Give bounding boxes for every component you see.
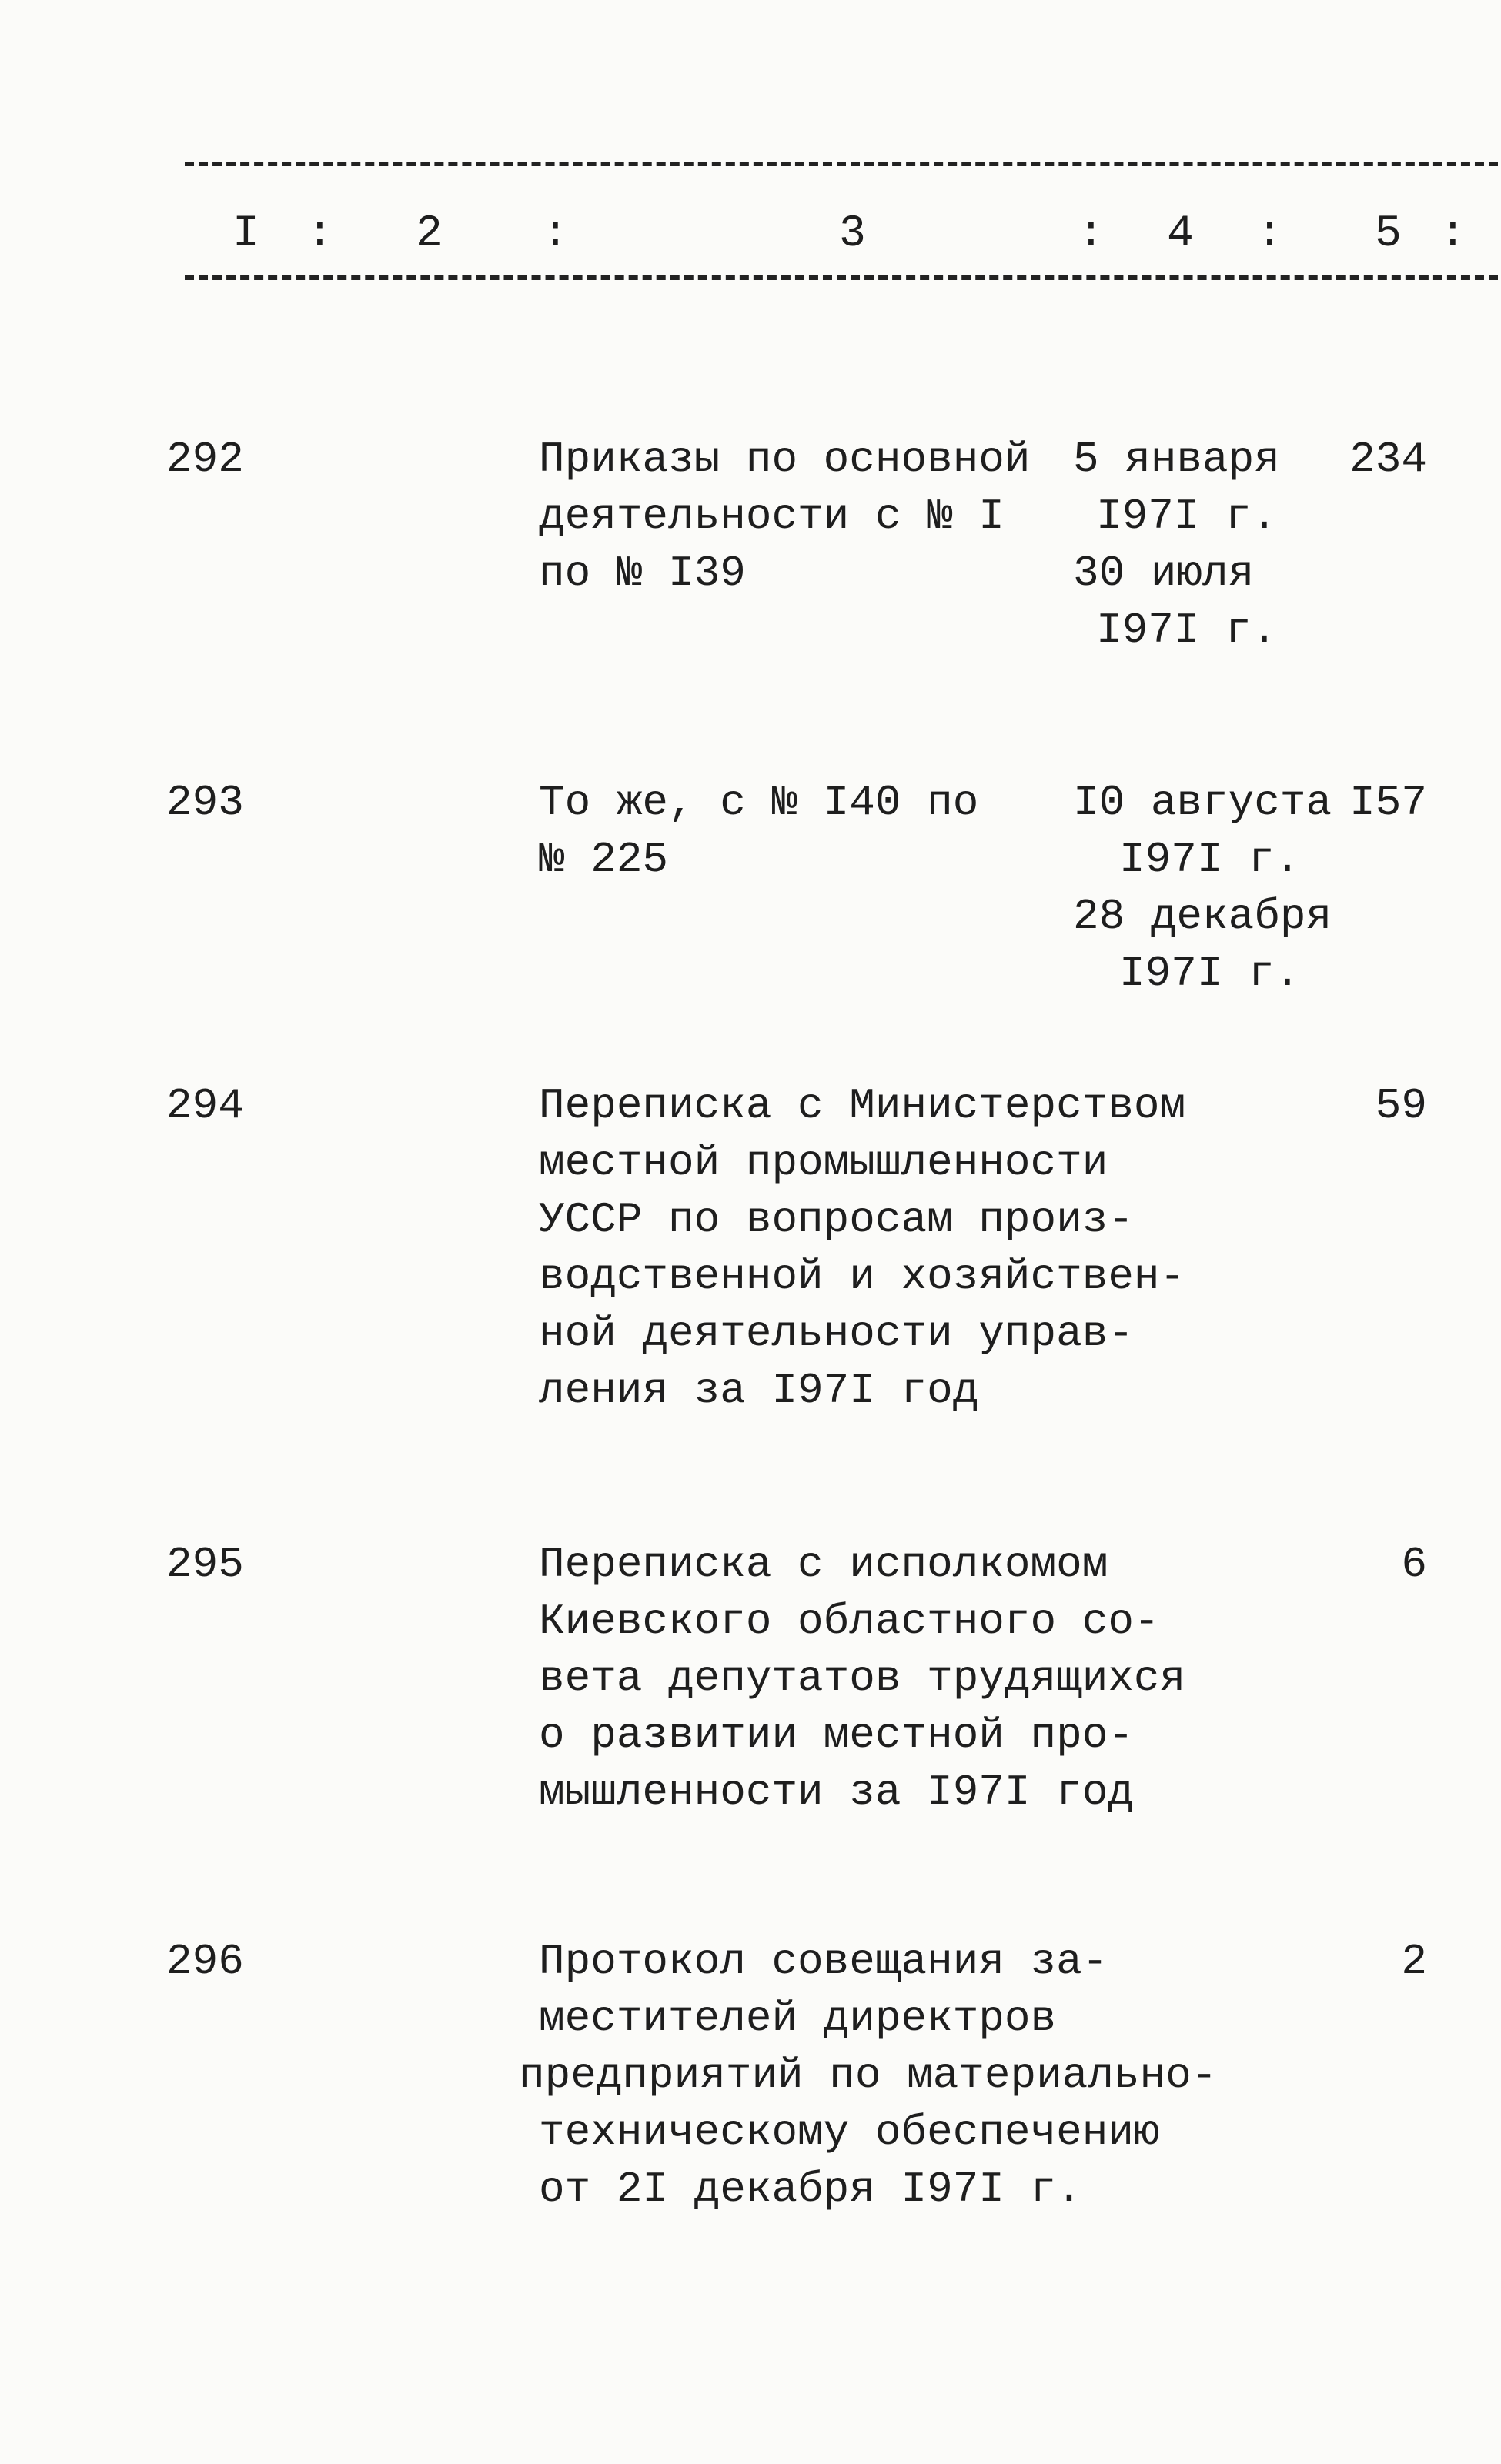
description-line: деятельности с № I	[539, 492, 1005, 541]
header-sep-3: :	[1078, 209, 1105, 259]
entry-number: 293	[166, 778, 244, 827]
entry-number: 295	[166, 1540, 244, 1589]
description-line: Протокол совещания за-	[539, 1937, 1108, 1986]
header-top-rule	[185, 162, 1498, 166]
entry-count: 2	[1401, 1937, 1427, 1986]
date-line: 28 декабря	[1073, 892, 1332, 941]
entry-number: 296	[166, 1937, 244, 1986]
entry-dates	[1073, 431, 1396, 659]
date-line: I97I г.	[1119, 835, 1301, 884]
description-line: по № I39	[539, 549, 746, 598]
description-line: УССР по вопросам произ-	[539, 1195, 1134, 1244]
entry-count: I57	[1349, 778, 1427, 827]
entry-description	[539, 1536, 1232, 1821]
description-line: Переписка с исполкомом	[539, 1540, 1108, 1589]
entry-count: 59	[1375, 1081, 1427, 1130]
description-line: Переписка с Министерством	[539, 1081, 1186, 1130]
description-line: ной деятельности управ-	[539, 1309, 1134, 1358]
entry-number: 292	[166, 435, 244, 484]
header-col-1: I	[232, 209, 259, 259]
description-line: о развитии местной про-	[539, 1711, 1134, 1760]
entry-description	[539, 1077, 1232, 1419]
date-line: 30 июля	[1073, 549, 1255, 598]
date-line: I97I г.	[1119, 949, 1301, 998]
description-line: То же, с № I40 по	[539, 778, 979, 827]
header-col-4: 4	[1167, 209, 1194, 259]
description-line: № 225	[539, 835, 669, 884]
header-col-3: 3	[839, 209, 866, 259]
header-sep-2: :	[542, 209, 569, 259]
description-line: техническому обеспечению	[539, 2108, 1160, 2157]
header-col-2: 2	[416, 209, 443, 259]
description-line: предприятий по материально-	[519, 2051, 1218, 2100]
date-line: 5 января	[1073, 435, 1280, 484]
date-line: I97I г.	[1096, 492, 1278, 541]
entry-count: 234	[1349, 435, 1427, 484]
description-line: Киевского областного со-	[539, 1597, 1160, 1646]
description-line: ления за I97I год	[539, 1366, 979, 1415]
description-line: местителей директров	[539, 1994, 1057, 2043]
date-line: I97I г.	[1096, 606, 1278, 655]
header-sep-5: :	[1439, 209, 1466, 259]
description-line: вета депутатов трудящихся	[539, 1654, 1186, 1703]
header-sep-4: :	[1256, 209, 1283, 259]
entry-count: 6	[1401, 1540, 1427, 1589]
description-line: мышленности за I97I год	[539, 1768, 1134, 1817]
entry-number: 294	[166, 1081, 244, 1130]
header-col-5: 5	[1375, 209, 1402, 259]
entry-description	[519, 1933, 1232, 2218]
entry-dates	[1073, 774, 1396, 1002]
description-line: от 2I декабря I97I г.	[539, 2165, 1082, 2214]
description-line: водственной и хозяйствен-	[539, 1252, 1186, 1301]
description-line: местной промышленности	[539, 1138, 1108, 1187]
header-bottom-rule	[185, 275, 1498, 280]
header-sep-1: :	[306, 209, 333, 259]
description-line: Приказы по основной	[539, 435, 1031, 484]
date-line: I0 августа	[1073, 778, 1332, 827]
